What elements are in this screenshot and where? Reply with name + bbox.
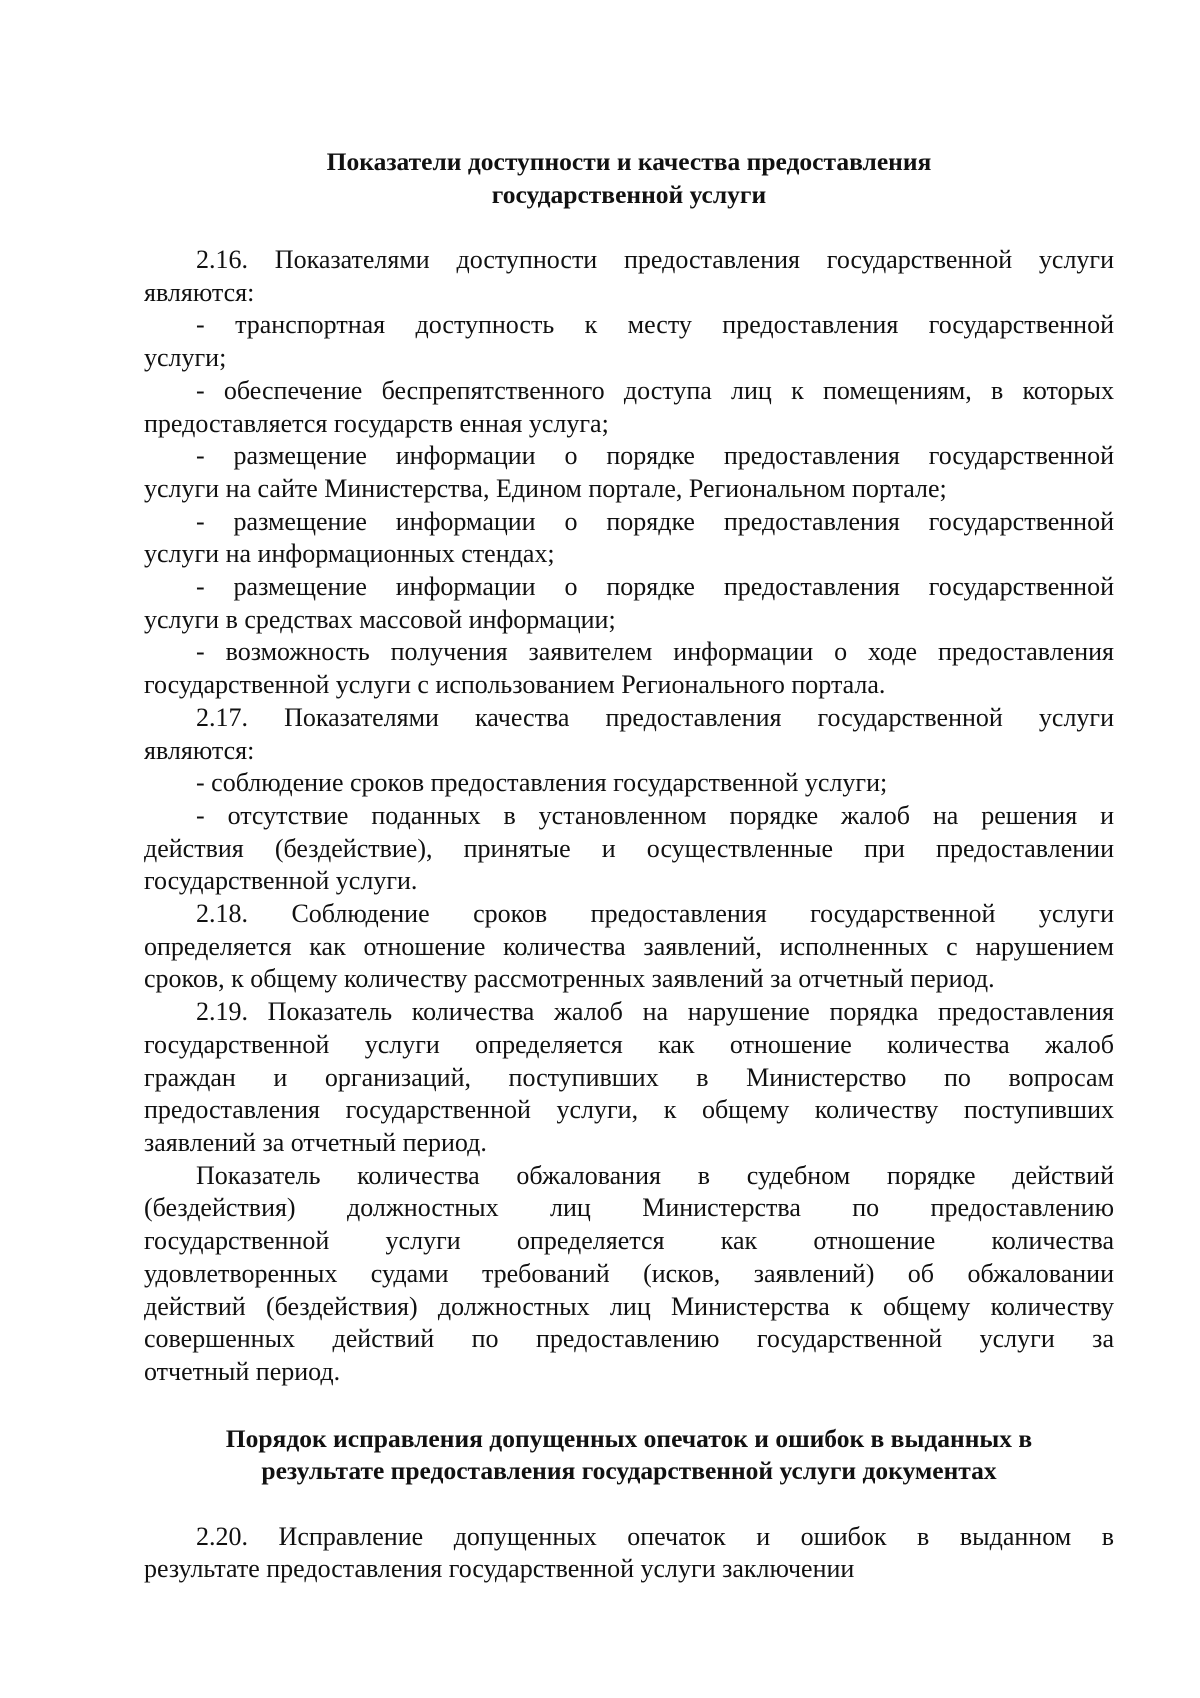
paragraph-line: - отсутствие поданных в установленном порядке жалоб на решения и	[196, 800, 1114, 830]
paragraph-line: 2.20. Исправление допущенных опечаток и ошибок в выданном в	[196, 1521, 1114, 1551]
heading-line: Порядок исправления допущенных опечаток и ошибок в выданных в	[225, 1423, 1033, 1453]
section-body-corrections	[144, 1521, 1114, 1586]
paragraph	[144, 244, 1114, 309]
paragraph-line: услуги;	[144, 343, 227, 373]
paragraph	[144, 571, 1114, 636]
paragraph-line: - соблюдение сроков предоставления государственной услуги;	[196, 768, 888, 798]
paragraph-line: совершенных действий по предоставлению государственной услуги за	[144, 1324, 1114, 1354]
paragraph	[144, 440, 1114, 505]
paragraph-line: государственной услуги с использованием Регионального портала.	[144, 670, 886, 700]
paragraph-line: 2.18. Соблюдение сроков предоставления государственной услуги	[196, 899, 1114, 929]
heading-line: результате предоставления государственной услуги документах	[261, 1456, 997, 1486]
paragraph-line: удовлетворенных судами требований (исков, заявлений) об обжаловании	[144, 1258, 1114, 1288]
document-page	[144, 146, 1114, 1586]
section-heading-availability	[144, 146, 1114, 211]
paragraph	[144, 996, 1114, 1160]
paragraph-line: услуги в средствах массовой информации;	[144, 604, 616, 634]
paragraph	[144, 702, 1114, 767]
paragraph	[144, 506, 1114, 571]
paragraph-line: заявлений за отчетный период.	[144, 1127, 487, 1157]
paragraph-line: (бездействия) должностных лиц Министерства по предоставлению	[144, 1193, 1114, 1223]
paragraph-line: - обеспечение беспрепятственного доступа лиц к помещениям, в которых	[196, 375, 1114, 405]
paragraph-line: государственной услуги.	[144, 866, 418, 896]
paragraph-line: граждан и организаций, поступивших в Министерство по вопросам	[144, 1062, 1114, 1092]
paragraph-line: Показатель количества обжалования в судебном порядке действий	[196, 1160, 1114, 1190]
paragraph-line: услуги на сайте Министерства, Едином портале, Региональном портале;	[144, 473, 947, 503]
paragraph-line: - транспортная доступность к месту предоставления государственной	[196, 310, 1114, 340]
paragraph-line: - размещение информации о порядке предоставления государственной	[196, 572, 1114, 602]
section-heading-corrections	[144, 1423, 1114, 1488]
paragraph-line: отчетный период.	[144, 1356, 341, 1386]
paragraph-line: действия (бездействие), принятые и осуществленные при предоставлении	[144, 833, 1114, 863]
paragraph-line: - размещение информации о порядке предоставления государственной	[196, 441, 1114, 471]
paragraph-line: предоставляется государств енная услуга;	[144, 408, 609, 438]
paragraph-line: услуги на информационных стендах;	[144, 539, 555, 569]
paragraph	[144, 309, 1114, 374]
heading-line: государственной услуги	[491, 179, 767, 209]
paragraph-line: являются:	[144, 735, 255, 765]
paragraph-line: являются:	[144, 277, 255, 307]
paragraph-line: - возможность получения заявителем информации о ходе предоставления	[196, 637, 1114, 667]
paragraph-line: 2.17. Показателями качества предоставления государственной услуги	[196, 702, 1114, 732]
paragraph	[144, 1521, 1114, 1586]
paragraph-line: 2.16. Показателями доступности предоставления государственной услуги	[196, 245, 1114, 274]
paragraph	[144, 636, 1114, 701]
paragraph	[144, 1160, 1114, 1389]
paragraph	[144, 375, 1114, 440]
paragraph-line: государственной услуги определяется как отношение количества	[144, 1226, 1114, 1256]
paragraph-line: - размещение информации о порядке предоставления государственной	[196, 506, 1114, 536]
section-body-availability	[144, 244, 1114, 1389]
paragraph-line: государственной услуги определяется как отношение количества жалоб	[144, 1029, 1114, 1059]
paragraph-line: 2.19. Показатель количества жалоб на нарушение порядка предоставления	[196, 997, 1114, 1027]
paragraph	[144, 898, 1114, 996]
paragraph	[144, 800, 1114, 898]
paragraph-line: определяется как отношение количества заявлений, исполненных с нарушением	[144, 931, 1114, 961]
paragraph-line: действий (бездействия) должностных лиц Министерства к общему количеству	[144, 1291, 1114, 1321]
paragraph-line: сроков, к общему количеству рассмотренных заявлений за отчетный период.	[144, 964, 995, 994]
paragraph-line: предоставления государственной услуги, к общему количеству поступивших	[144, 1095, 1114, 1125]
paragraph	[144, 767, 1114, 800]
heading-line: Показатели доступности и качества предоставления	[326, 147, 932, 176]
paragraph-line: результате предоставления государственной услуги заключении	[144, 1554, 855, 1584]
